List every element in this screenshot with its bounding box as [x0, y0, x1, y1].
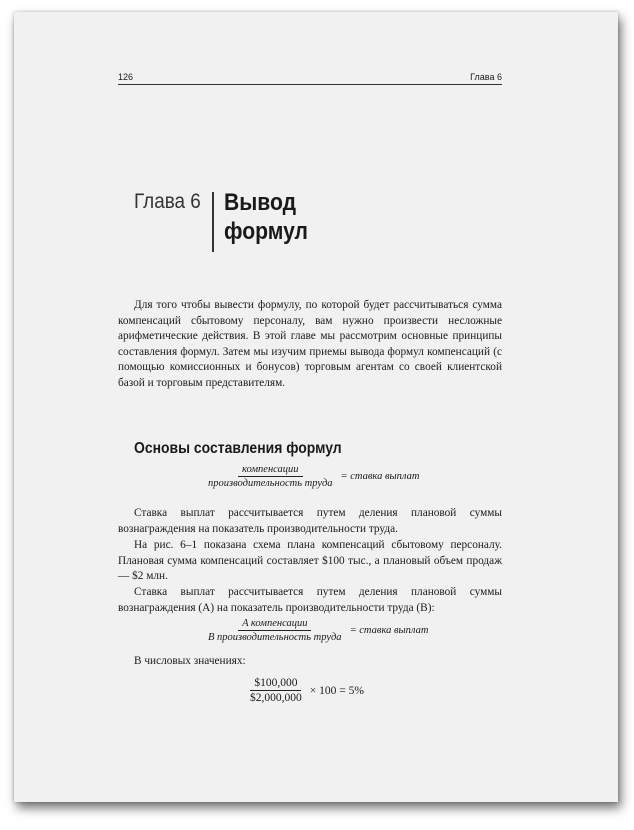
chapter-heading: [134, 188, 319, 252]
formula-result: = ставка выплат: [340, 471, 420, 482]
paragraph-figure-reference: На рис. 6–1 показана схема плана компенсаций сбытовому персоналу. Плановая сумма компенсаций составляет $100 тыс., а плановый объем продаж — $2 млн.: [118, 539, 502, 582]
denominator: B производительность труда: [208, 632, 342, 643]
numerator: $100,000: [250, 677, 301, 691]
header-chapter: Глава 6: [470, 72, 502, 82]
formula-numeric: [246, 677, 364, 704]
denominator: производительность труда: [208, 478, 333, 489]
numerator: компенсации: [238, 464, 303, 477]
formula-result: = ставка выплат: [349, 625, 429, 636]
fraction: [246, 677, 306, 704]
intro-paragraph: Для того чтобы вывести формулу, по которой будет рассчитываться сумма компенсаций сбытовому персоналу, вам нужно произвести несложные арифметические действия. В этой главе мы рассмотрим основные принципы составления формул. Затем мы изучим приемы вывода формул компенсаций (с помощью комиссионных и бонусов) торговым агентам со своей клиентской базой и торговым представителям.: [118, 299, 502, 389]
section-title: Основы составления формул: [134, 440, 342, 457]
formula-rate: [204, 464, 419, 489]
fraction: [204, 464, 337, 489]
chapter-divider: [212, 192, 214, 252]
fraction: [204, 618, 346, 643]
denominator: $2,000,000: [250, 692, 302, 704]
paragraph-rate-calculation: Ставка выплат рассчитывается путем деления плановой суммы вознаграждения (A) на показатель производительности труда (B):: [118, 586, 502, 614]
numerator: A компенсации: [238, 618, 311, 631]
formula-result: × 100 = 5%: [309, 684, 364, 697]
chapter-title-line2: формул: [224, 218, 308, 245]
chapter-title-line1: Вывод: [224, 189, 297, 216]
paragraph-numeric-intro: В числовых значениях:: [134, 655, 246, 667]
paragraph-rate-definition: Ставка выплат рассчитывается путем деления плановой суммы вознаграждения на показатель производительности труда.: [118, 507, 502, 535]
book-page: [14, 12, 618, 802]
page-number: 126: [118, 72, 134, 82]
formula-rate-ab: [204, 618, 428, 643]
chapter-label: Глава 6: [134, 190, 201, 213]
chapter-title: [224, 188, 308, 246]
running-header: [118, 72, 502, 85]
